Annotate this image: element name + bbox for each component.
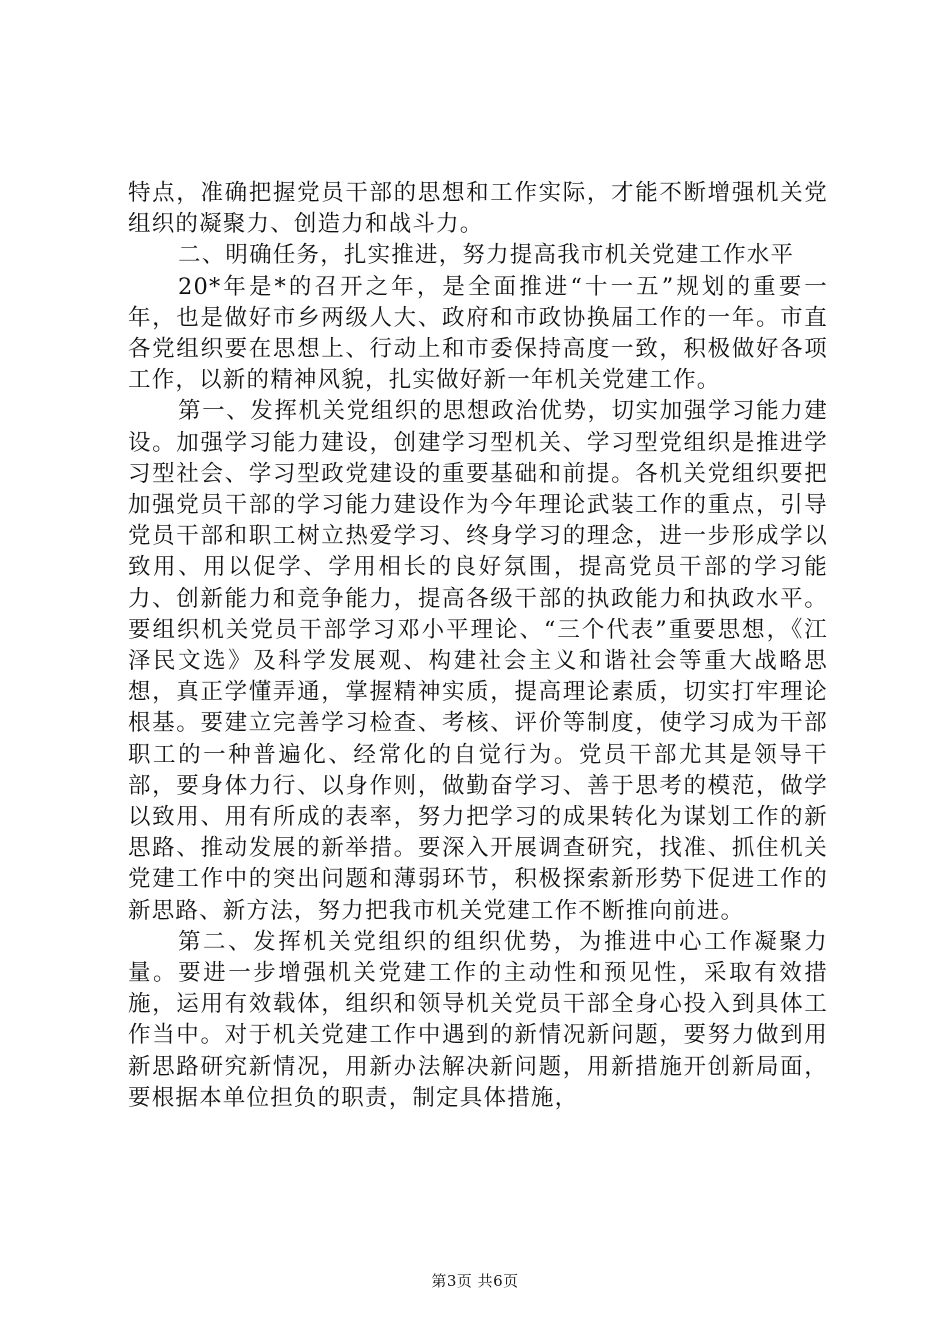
- paragraph-4: 第二、发挥机关党组织的组织优势，为推进中心工作凝聚力量。要进一步增强机关党建工作的主动性和预见性，采取有效措施，运用有效载体，组织和领导机关党员干部全身心投入到具体工作当中。对于机关党建工作中遇到的新情况新问题，要努力做到用新思路研究新情况，用新办法解决新问题，用新措施开创新局面，要根据本单位担负的职责，制定具体措施，: [128, 928, 828, 1111]
- paragraph-2: 20*年是*的召开之年，是全面推进“十一五”规划的重要一年，也是做好市乡两级人大、政府和市政协换届工作的一年。市直各党组织要在思想上、行动上和市委保持高度一致，积极做好各项工作，以新的精神风貌，扎实做好新一年机关党建工作。: [128, 273, 828, 394]
- paragraph-3: 第一、发挥机关党组织的思想政治优势，切实加强学习能力建设。加强学习能力建设，创建学习型机关、学习型党组织是推进学习型社会、学习型政党建设的重要基础和前提。各机关党组织要把加强党员干部的学习能力建设作为今年理论武装工作的重点，引导党员干部和职工树立热爱学习、终身学习的理念，进一步形成学以致用、用以促学、学用相长的良好氛围，提高党员干部的学习能力、创新能力和竞争能力，提高各级干部的执政能力和执政水平。要组织机关党员干部学习邓小平理论、“三个代表”重要思想，《江泽民文选》及科学发展观、构建社会主义和谐社会等重大战略思想，真正学懂弄通，掌握精神实质，提高理论素质，切实打牢理论根基。要建立完善学习检查、考核、评价等制度，使学习成为干部职工的一种普遍化、经常化的自觉行为。党员干部尤其是领导干部，要身体力行、以身作则，做勤奋学习、善于思考的模范，做学以致用、用有所成的表率，努力把学习的成果转化为谋划工作的新思路、推动发展的新举措。要深入开展调查研究，找准、抓住机关党建工作中的突出问题和薄弱环节，积极探索新形势下促进工作的新思路、新方法，努力把我市机关党建工作不断推向前进。: [128, 398, 828, 924]
- paragraph-1: 特点，准确把握党员干部的思想和工作实际，才能不断增强机关党组织的凝聚力、创造力和战斗力。: [128, 180, 828, 238]
- section-heading: 二、明确任务，扎实推进，努力提高我市机关党建工作水平: [178, 242, 795, 269]
- page-number: 第3页 共6页: [431, 1272, 519, 1290]
- document-body: [128, 178, 828, 1114]
